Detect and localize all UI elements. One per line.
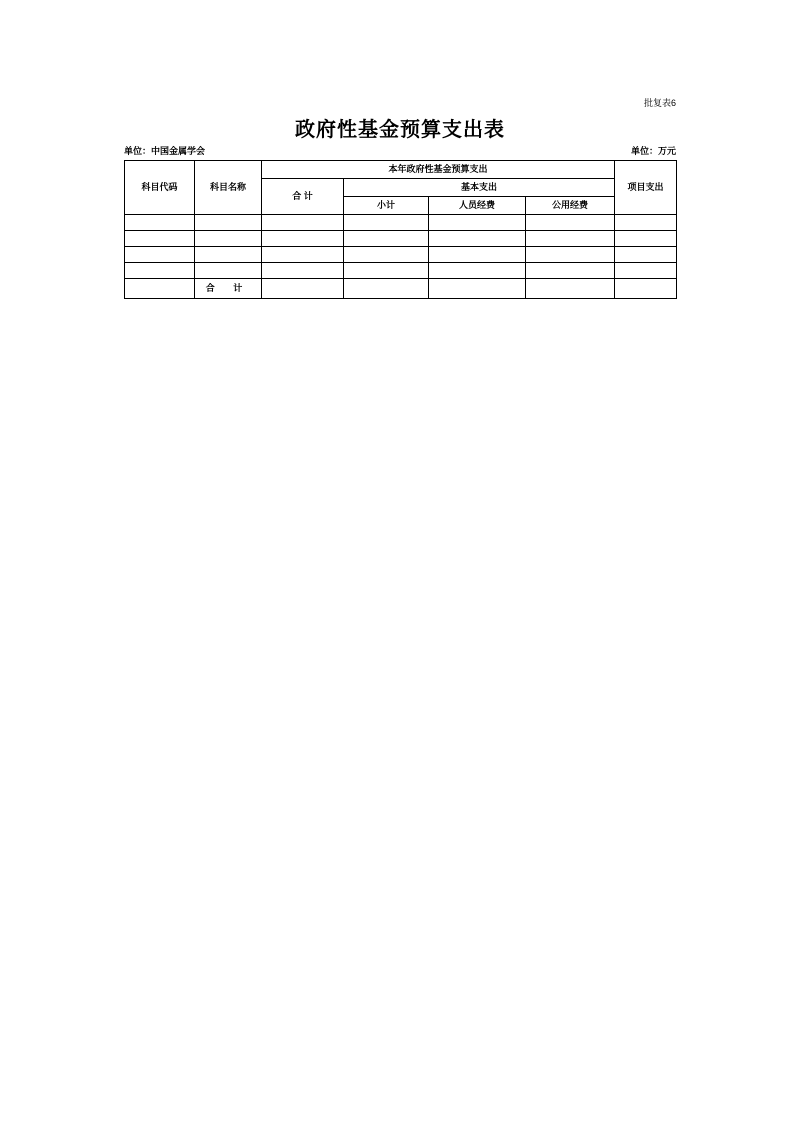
cell-personnel [429,247,526,263]
cell-subtotal [344,247,429,263]
cell-public [526,247,615,263]
cell-public [526,263,615,279]
header-cell-group: 本年政府性基金预算支出 [262,161,615,179]
cell-public [526,231,615,247]
cell-personnel [429,215,526,231]
total-cell-subtotal [344,279,429,299]
table-row [125,231,677,247]
header-cell-code: 科目代码 [125,161,195,215]
header-cell-total: 合 计 [262,179,344,215]
header-cell-public: 公用经费 [526,197,615,215]
total-cell-personnel [429,279,526,299]
budget-table [124,160,677,299]
form-number: 批复表6 [643,98,676,108]
cell-personnel [429,263,526,279]
cell-code [125,247,195,263]
cell-code [125,263,195,279]
cell-total [262,215,344,231]
cell-project [615,263,677,279]
cell-project [615,231,677,247]
cell-subtotal [344,231,429,247]
total-cell-public [526,279,615,299]
cell-personnel [429,231,526,247]
amount-unit-label: 单位：万元 [630,146,676,156]
table-header-row-1 [125,161,677,179]
page-title: 政府性基金预算支出表 [295,117,505,141]
cell-subtotal [344,263,429,279]
cell-code [125,231,195,247]
cell-name [195,247,262,263]
total-cell-project [615,279,677,299]
table-row [125,247,677,263]
cell-subtotal [344,215,429,231]
total-cell-code [125,279,195,299]
unit-label: 单位：中国金属学会 [124,146,206,156]
header-cell-project: 项目支出 [615,161,677,215]
header-cell-personnel: 人员经费 [429,197,526,215]
header-cell-subtotal: 小计 [344,197,429,215]
cell-name [195,215,262,231]
total-cell-label: 合 计 [195,279,262,299]
table-row [125,263,677,279]
cell-public [526,215,615,231]
cell-total [262,263,344,279]
table-row [125,215,677,231]
header-cell-basic: 基本支出 [344,179,615,197]
total-cell-total [262,279,344,299]
cell-project [615,215,677,231]
cell-total [262,231,344,247]
header-cell-name: 科目名称 [195,161,262,215]
cell-total [262,247,344,263]
cell-code [125,215,195,231]
table-total-row [125,279,677,299]
cell-name [195,263,262,279]
meta-row [124,144,676,158]
cell-project [615,247,677,263]
cell-name [195,231,262,247]
